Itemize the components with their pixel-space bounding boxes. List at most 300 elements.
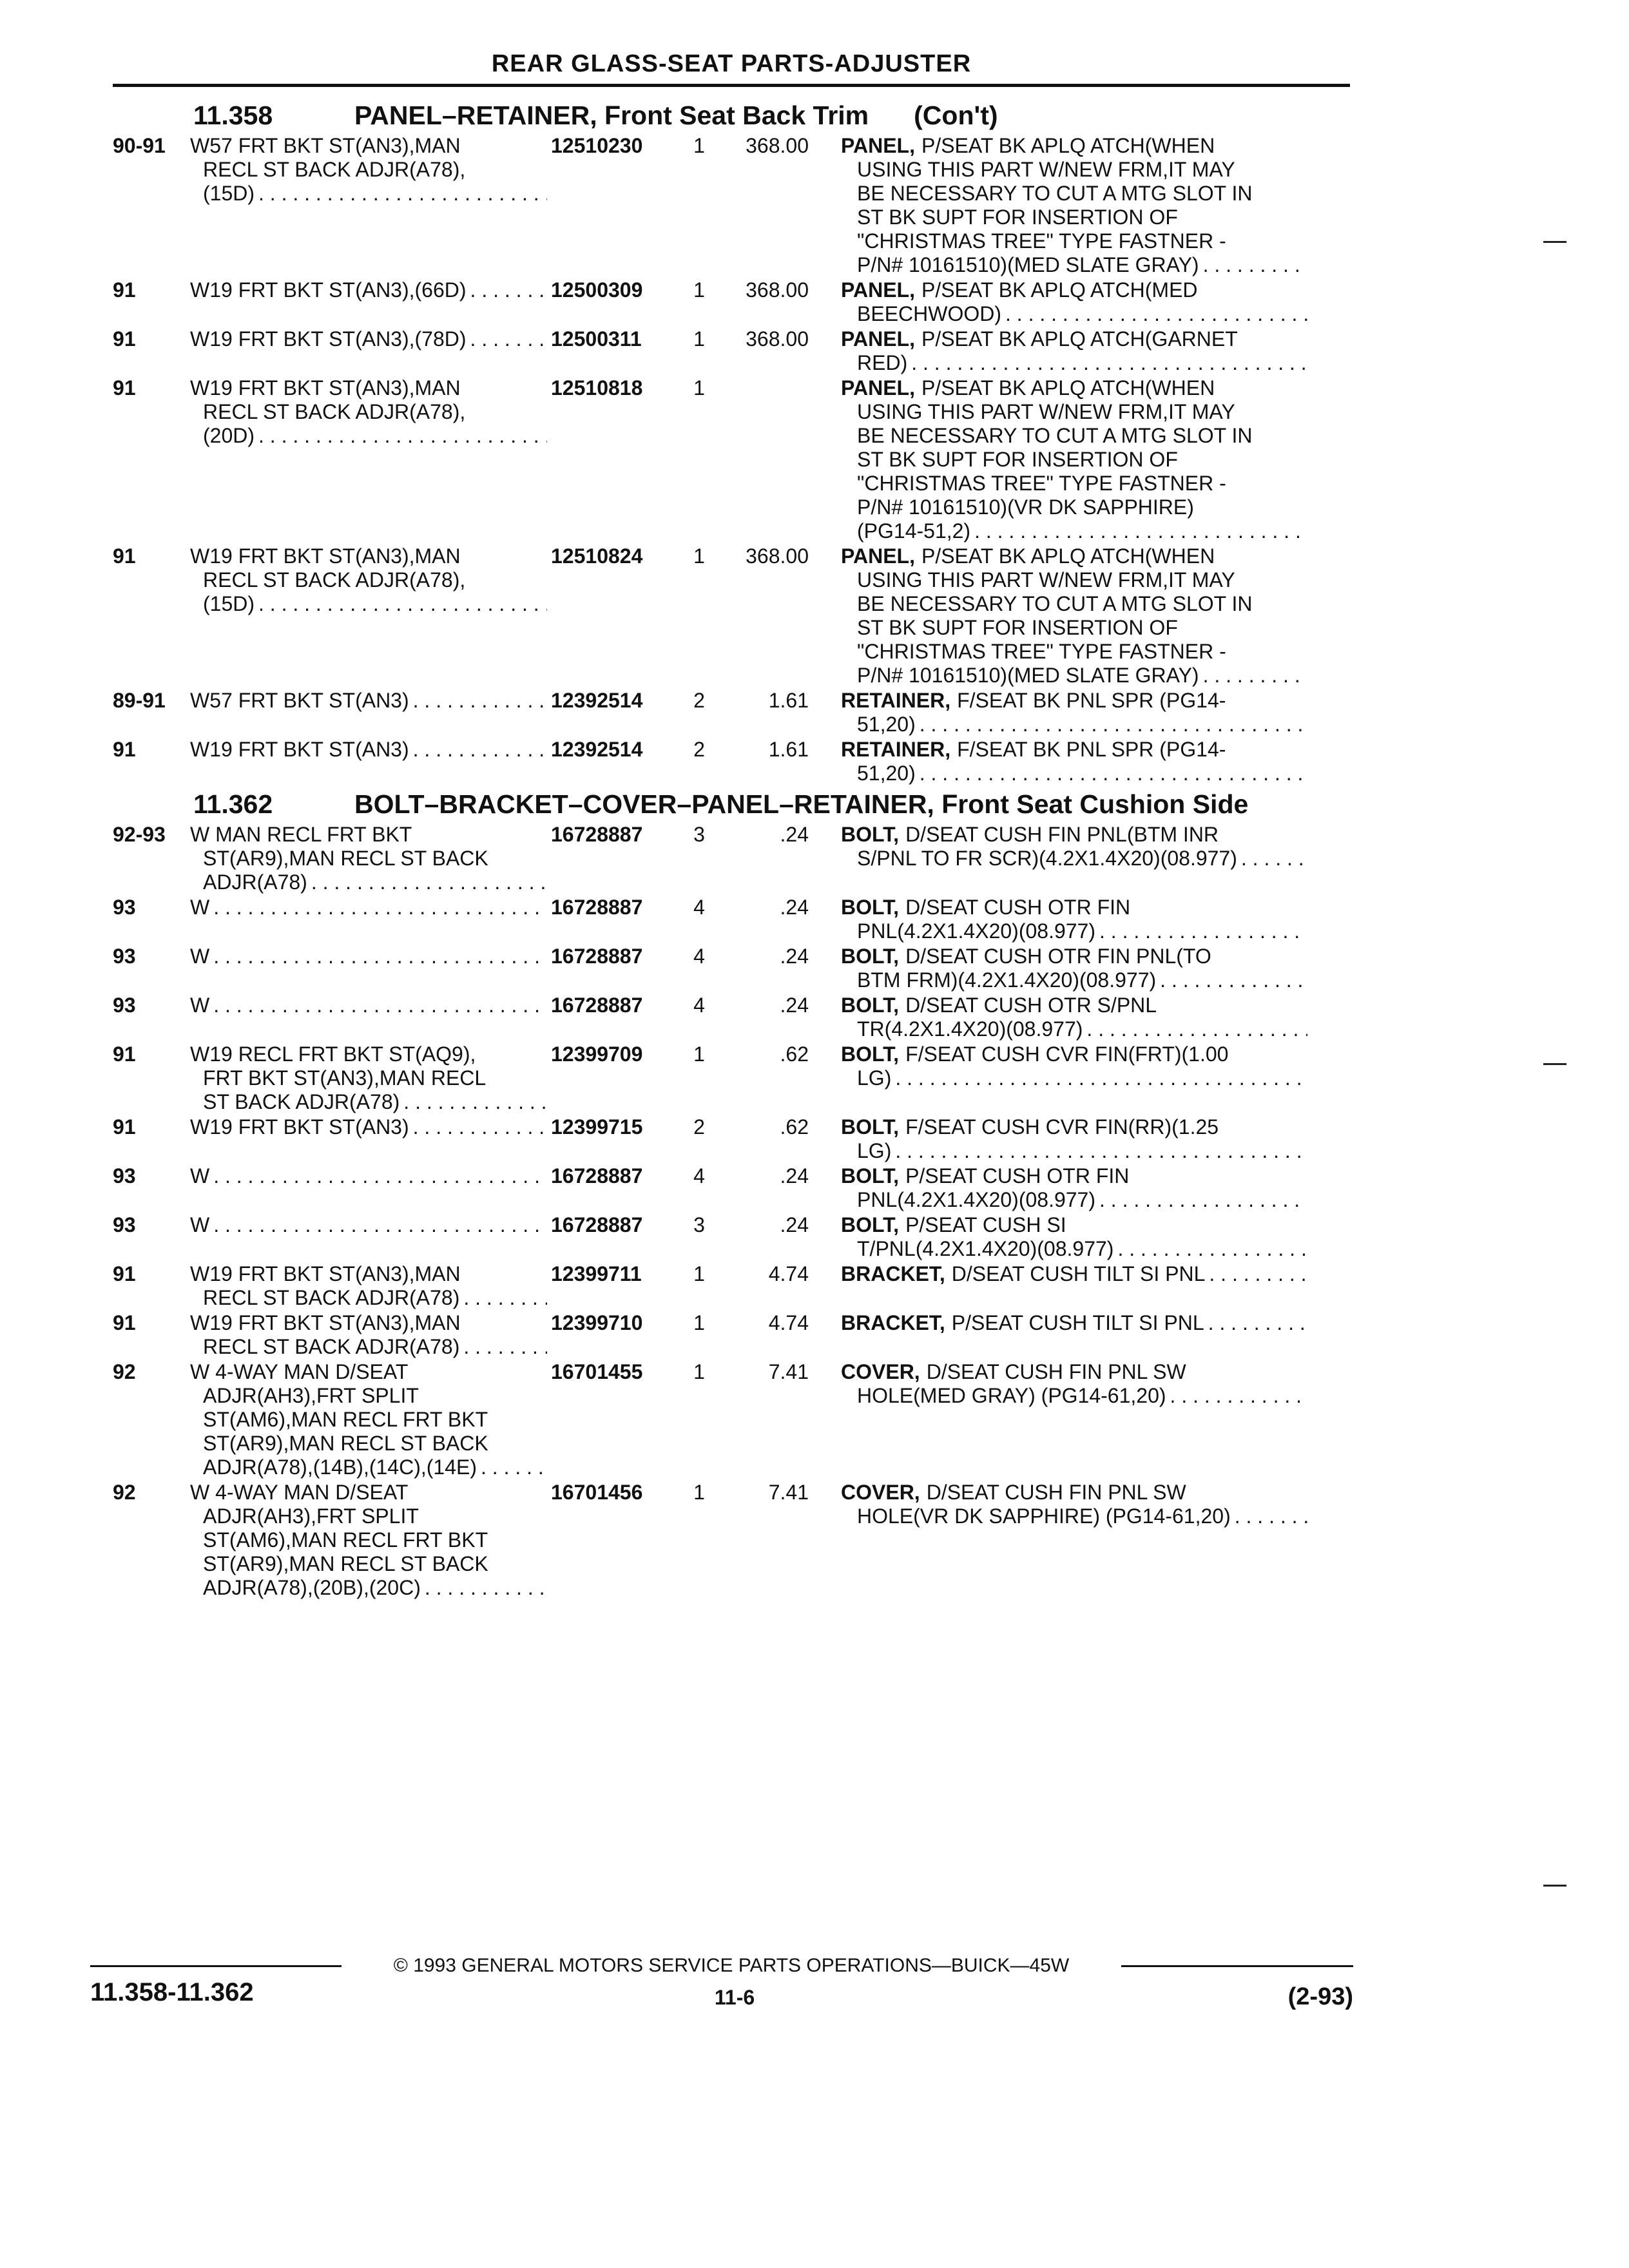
- usage-line: [190, 400, 551, 424]
- dot-leader: [481, 1456, 547, 1479]
- section-title: BOLT–BRACKET–COVER–PANEL–RETAINER, Front Seat Cushion Side: [354, 789, 1249, 819]
- price: .62: [780, 1043, 809, 1066]
- usage-cell: [190, 1115, 551, 1139]
- usage-line: [190, 1115, 551, 1139]
- usage-text: W19 FRT BKT ST(AN3),MAN: [190, 1311, 461, 1334]
- usage-line: [190, 870, 551, 894]
- usage-line: [190, 1213, 551, 1237]
- usage-cell: [190, 689, 551, 713]
- description-line: [841, 664, 1311, 687]
- description-text: F/SEAT CUSH CVR FIN(RR)(1.25: [905, 1115, 1219, 1139]
- usage-line: [190, 1311, 551, 1335]
- description-line: [841, 640, 1311, 664]
- dot-leader: [1235, 1504, 1307, 1528]
- description-cell: [841, 134, 1311, 277]
- model-year: 91: [113, 738, 136, 761]
- description-line: [841, 351, 1311, 375]
- model-year: 93: [113, 896, 136, 919]
- usage-text: W: [190, 1213, 210, 1236]
- description-text: D/SEAT CUSH FIN PNL SW: [926, 1360, 1186, 1383]
- dot-leader: [911, 351, 1307, 375]
- description-line: [841, 400, 1311, 424]
- description-text: P/SEAT BK APLQ ATCH(WHEN: [921, 134, 1215, 157]
- part-noun: RETAINER,: [841, 689, 951, 712]
- price: 1.61: [768, 738, 809, 761]
- part-number: 12500309: [551, 278, 643, 302]
- usage-text: ST BACK ADJR(A78): [203, 1090, 400, 1113]
- copyright-text: © 1993 GENERAL MOTORS SERVICE PARTS OPERATIONS—BUICK—45W: [393, 1955, 1070, 1976]
- description-line: [841, 1481, 1311, 1504]
- usage-line: [190, 823, 551, 847]
- parts-row: [113, 1115, 1350, 1163]
- dot-leader: [920, 713, 1307, 736]
- usage-text: W: [190, 896, 210, 919]
- section-title: PANEL–RETAINER, Front Seat Back Trim: [354, 101, 869, 130]
- usage-line: [190, 1456, 551, 1479]
- usage-text: W 4-WAY MAN D/SEAT: [190, 1360, 409, 1383]
- usage-text: ADJR(A78),(20B),(20C): [203, 1576, 421, 1599]
- model-year: 90-91: [113, 134, 166, 157]
- usage-line: [190, 1164, 551, 1188]
- spacer: [899, 994, 905, 1017]
- page-title: REAR GLASS-SEAT PARTS-ADJUSTER: [491, 50, 972, 77]
- model-year: 91: [113, 544, 136, 568]
- description-cell: [841, 1311, 1311, 1335]
- description-line: [841, 134, 1311, 158]
- description-text: HOLE(VR DK SAPPHIRE) (PG14-61,20): [857, 1504, 1231, 1528]
- parts-row: [113, 376, 1350, 543]
- price: .24: [780, 1164, 809, 1187]
- description-line: [841, 472, 1311, 495]
- usage-cell: [190, 1043, 551, 1114]
- description-text: BE NECESSARY TO CUT A MTG SLOT IN: [857, 424, 1253, 447]
- usage-text: ST(AM6),MAN RECL FRT BKT: [203, 1528, 488, 1552]
- part-number: 16728887: [551, 1213, 643, 1236]
- usage-line: [190, 568, 551, 592]
- quantity: 4: [693, 945, 705, 968]
- usage-cell: [190, 1164, 551, 1188]
- description-text: T/PNL(4.2X1.4X20)(08.977): [857, 1237, 1114, 1260]
- description-line: [841, 919, 1311, 943]
- spacer: [899, 1043, 905, 1066]
- usage-text: ST(AR9),MAN RECL ST BACK: [203, 1432, 488, 1455]
- part-number: 12399715: [551, 1115, 643, 1139]
- description-line: [841, 302, 1311, 326]
- usage-line: [190, 1576, 551, 1600]
- model-year: 93: [113, 1213, 136, 1236]
- usage-text: W19 FRT BKT ST(AN3): [190, 1115, 409, 1139]
- price: 1.61: [768, 689, 809, 712]
- description-text: P/N# 10161510)(MED SLATE GRAY): [857, 253, 1199, 276]
- part-noun: BOLT,: [841, 1043, 900, 1066]
- price: .24: [780, 945, 809, 968]
- description-text: ST BK SUPT FOR INSERTION OF: [857, 616, 1178, 639]
- dot-leader: [470, 327, 547, 351]
- description-text: (PG14-51,2): [857, 519, 971, 543]
- section-heading: [113, 789, 1350, 819]
- description-line: [841, 1213, 1311, 1237]
- usage-line: [190, 182, 551, 206]
- dot-leader: [1086, 1017, 1307, 1041]
- description-cell: [841, 544, 1311, 687]
- usage-text: (15D): [203, 182, 255, 205]
- usage-line: [190, 1552, 551, 1576]
- part-noun: PANEL,: [841, 376, 915, 399]
- part-number: 16728887: [551, 1164, 643, 1187]
- price: .24: [780, 823, 809, 846]
- description-text: ST BK SUPT FOR INSERTION OF: [857, 448, 1178, 471]
- margin-mark: [1543, 1063, 1566, 1065]
- description-line: [841, 1262, 1311, 1286]
- parts-row: [113, 544, 1350, 687]
- quantity: 1: [693, 327, 705, 351]
- usage-line: [190, 134, 551, 158]
- price: 368.00: [746, 327, 809, 351]
- description-cell: [841, 994, 1311, 1041]
- usage-text: W57 FRT BKT ST(AN3),MAN: [190, 134, 461, 157]
- part-noun: BOLT,: [841, 945, 900, 968]
- description-line: [841, 945, 1311, 968]
- usage-text: W: [190, 994, 210, 1017]
- parts-row: [113, 1481, 1350, 1600]
- usage-line: [190, 1360, 551, 1384]
- price: 368.00: [746, 278, 809, 302]
- usage-cell: [190, 1262, 551, 1310]
- usage-text: ADJR(A78): [203, 870, 307, 894]
- description-line: [841, 1237, 1311, 1261]
- description-text: P/SEAT BK APLQ ATCH(MED: [921, 278, 1198, 302]
- parts-row: [113, 1043, 1350, 1114]
- usage-line: [190, 424, 551, 448]
- usage-cell: [190, 544, 551, 616]
- parts-row: [113, 738, 1350, 785]
- section-number: 11.362: [193, 789, 273, 819]
- description-line: [841, 994, 1311, 1017]
- description-cell: [841, 1262, 1311, 1286]
- part-noun: BOLT,: [841, 1164, 900, 1187]
- usage-cell: [190, 1481, 551, 1600]
- price: 4.74: [768, 1311, 809, 1334]
- part-number: 16728887: [551, 823, 643, 846]
- usage-line: [190, 1504, 551, 1528]
- dot-leader: [1117, 1237, 1307, 1261]
- description-text: HOLE(MED GRAY) (PG14-61,20): [857, 1384, 1166, 1407]
- footer-rule-left: [90, 1965, 342, 1967]
- description-cell: [841, 823, 1311, 870]
- description-text: D/SEAT CUSH FIN PNL SW: [926, 1481, 1186, 1504]
- continued-label: (Con't): [914, 101, 998, 130]
- usage-text: W57 FRT BKT ST(AN3): [190, 689, 409, 712]
- page-number: 11-6: [714, 1986, 755, 2009]
- spacer: [899, 896, 905, 919]
- part-number: 16701455: [551, 1360, 643, 1383]
- usage-line: [190, 1043, 551, 1066]
- description-line: [841, 253, 1311, 277]
- dot-leader: [1203, 253, 1307, 277]
- quantity: 1: [693, 376, 705, 399]
- description-text: P/SEAT BK APLQ ATCH(WHEN: [921, 544, 1215, 568]
- part-noun: PANEL,: [841, 134, 915, 157]
- usage-line: [190, 847, 551, 870]
- parts-row: [113, 896, 1350, 943]
- usage-text: W19 FRT BKT ST(AN3),MAN: [190, 1262, 461, 1285]
- parts-row: [113, 1213, 1350, 1261]
- description-text: PNL(4.2X1.4X20)(08.977): [857, 919, 1095, 943]
- part-number: 12392514: [551, 738, 643, 761]
- part-number: 16728887: [551, 994, 643, 1017]
- dot-leader: [213, 1213, 547, 1237]
- dot-leader: [1208, 1311, 1307, 1335]
- usage-cell: [190, 134, 551, 206]
- description-cell: [841, 1360, 1311, 1408]
- part-noun: PANEL,: [841, 278, 915, 302]
- usage-line: [190, 1432, 551, 1456]
- part-noun: BRACKET,: [841, 1262, 945, 1285]
- usage-text: ST(AM6),MAN RECL FRT BKT: [203, 1408, 488, 1431]
- description-line: [841, 495, 1311, 519]
- spacer: [899, 1164, 905, 1188]
- dot-leader: [1241, 847, 1307, 870]
- description-text: USING THIS PART W/NEW FRM,IT MAY: [857, 158, 1235, 181]
- spacer: [915, 278, 921, 302]
- usage-line: [190, 592, 551, 616]
- description-line: [841, 689, 1311, 713]
- description-text: S/PNL TO FR SCR)(4.2X1.4X20)(08.977): [857, 847, 1237, 870]
- dot-leader: [1005, 302, 1307, 326]
- dot-leader: [213, 994, 547, 1017]
- price: 7.41: [768, 1360, 809, 1383]
- dot-leader: [1160, 968, 1307, 992]
- parts-row: [113, 134, 1350, 277]
- quantity: 1: [693, 134, 705, 157]
- usage-cell: [190, 1213, 551, 1237]
- description-text: D/SEAT CUSH OTR FIN PNL(TO: [905, 945, 1211, 968]
- description-cell: [841, 1043, 1311, 1090]
- part-noun: BOLT,: [841, 823, 900, 846]
- description-line: [841, 1188, 1311, 1212]
- revision-date: (2-93): [1287, 1983, 1353, 2010]
- part-number: 16728887: [551, 896, 643, 919]
- quantity: 1: [693, 1311, 705, 1334]
- dot-leader: [413, 738, 547, 762]
- dot-leader: [895, 1066, 1307, 1090]
- description-line: [841, 847, 1311, 870]
- usage-cell: [190, 278, 551, 302]
- description-text: F/SEAT CUSH CVR FIN(FRT)(1.00: [905, 1043, 1229, 1066]
- description-text: USING THIS PART W/NEW FRM,IT MAY: [857, 568, 1235, 591]
- model-year: 89-91: [113, 689, 166, 712]
- description-text: 51,20): [857, 762, 916, 785]
- usage-cell: [190, 994, 551, 1017]
- usage-cell: [190, 945, 551, 968]
- description-text: LG): [857, 1139, 892, 1162]
- part-number: 12392514: [551, 689, 643, 712]
- description-cell: [841, 738, 1311, 785]
- usage-line: [190, 1481, 551, 1504]
- usage-line: [190, 689, 551, 713]
- description-text: USING THIS PART W/NEW FRM,IT MAY: [857, 400, 1235, 423]
- quantity: 4: [693, 896, 705, 919]
- dot-leader: [1209, 1262, 1307, 1286]
- model-year: 91: [113, 1262, 136, 1285]
- dot-leader: [213, 1164, 547, 1188]
- part-noun: COVER,: [841, 1481, 920, 1504]
- model-year: 91: [113, 1311, 136, 1334]
- parts-catalog-body: [113, 97, 1350, 1601]
- usage-line: [190, 945, 551, 968]
- footer-rule-right: [1121, 1965, 1353, 1967]
- usage-line: [190, 376, 551, 400]
- spacer: [915, 327, 921, 351]
- part-number: 16701456: [551, 1481, 643, 1504]
- part-number: 12399711: [551, 1262, 642, 1285]
- description-line: [841, 568, 1311, 592]
- usage-text: RECL ST BACK ADJR(A78),: [203, 568, 466, 591]
- usage-line: [190, 1090, 551, 1114]
- dot-leader: [403, 1090, 547, 1114]
- dot-leader: [1203, 664, 1307, 687]
- description-text: P/SEAT BK APLQ ATCH(WHEN: [921, 376, 1215, 399]
- description-line: [841, 158, 1311, 182]
- description-text: P/SEAT CUSH SI: [905, 1213, 1066, 1236]
- part-number: 12510230: [551, 134, 643, 157]
- usage-line: [190, 1528, 551, 1552]
- usage-line: [190, 1066, 551, 1090]
- description-text: P/SEAT BK APLQ ATCH(GARNET: [921, 327, 1238, 351]
- dot-leader: [1170, 1384, 1307, 1408]
- description-line: [841, 1043, 1311, 1066]
- dot-leader: [258, 592, 547, 616]
- description-line: [841, 1139, 1311, 1163]
- margin-mark: [1543, 241, 1566, 243]
- quantity: 4: [693, 1164, 705, 1187]
- usage-line: [190, 738, 551, 762]
- section-range: 11.358-11.362: [90, 1978, 254, 2006]
- model-year: 92: [113, 1360, 136, 1383]
- part-noun: BOLT,: [841, 1115, 900, 1139]
- description-text: LG): [857, 1066, 892, 1090]
- spacer: [915, 544, 921, 568]
- parts-row: [113, 1164, 1350, 1212]
- quantity: 1: [693, 278, 705, 302]
- usage-line: [190, 896, 551, 919]
- part-number: 12500311: [551, 327, 642, 351]
- usage-line: [190, 327, 551, 351]
- dot-leader: [920, 762, 1307, 785]
- description-text: RED): [857, 351, 908, 374]
- usage-text: (20D): [203, 424, 255, 447]
- description-line: [841, 182, 1311, 206]
- spacer: [950, 738, 957, 762]
- description-line: [841, 1115, 1311, 1139]
- parts-row: [113, 278, 1350, 326]
- usage-text: RECL ST BACK ADJR(A78),: [203, 400, 466, 423]
- usage-line: [190, 278, 551, 302]
- spacer: [945, 1262, 952, 1286]
- model-year: 93: [113, 994, 136, 1017]
- description-line: [841, 1066, 1311, 1090]
- quantity: 3: [693, 823, 705, 846]
- dot-leader: [1099, 1188, 1307, 1212]
- description-line: [841, 713, 1311, 736]
- usage-line: [190, 1262, 551, 1286]
- usage-line: [190, 158, 551, 182]
- model-year: 91: [113, 278, 136, 302]
- quantity: 4: [693, 994, 705, 1017]
- description-line: [841, 424, 1311, 448]
- usage-line: [190, 994, 551, 1017]
- spacer: [899, 1115, 905, 1139]
- part-noun: COVER,: [841, 1360, 920, 1383]
- description-line: [841, 968, 1311, 992]
- description-line: [841, 1504, 1311, 1528]
- description-text: F/SEAT BK PNL SPR (PG14-: [957, 689, 1226, 712]
- description-line: [841, 1311, 1311, 1335]
- usage-text: W19 FRT BKT ST(AN3),(78D): [190, 327, 467, 351]
- description-text: BE NECESSARY TO CUT A MTG SLOT IN: [857, 182, 1253, 205]
- usage-line: [190, 1335, 551, 1359]
- model-year: 91: [113, 327, 136, 351]
- section-heading: [113, 101, 1350, 130]
- usage-text: W19 FRT BKT ST(AN3),MAN: [190, 544, 461, 568]
- part-noun: BOLT,: [841, 994, 900, 1017]
- description-line: [841, 327, 1311, 351]
- part-noun: BOLT,: [841, 1213, 900, 1236]
- description-line: [841, 544, 1311, 568]
- part-number: 12510824: [551, 544, 643, 568]
- quantity: 2: [693, 689, 705, 712]
- description-line: [841, 738, 1311, 762]
- price: .24: [780, 1213, 809, 1236]
- description-line: [841, 448, 1311, 472]
- quantity: 3: [693, 1213, 705, 1236]
- spacer: [945, 1311, 952, 1335]
- model-year: 93: [113, 1164, 136, 1187]
- model-year: 91: [113, 376, 136, 399]
- model-year: 91: [113, 1115, 136, 1139]
- dot-leader: [413, 689, 547, 713]
- part-noun: BOLT,: [841, 896, 900, 919]
- part-noun: PANEL,: [841, 327, 915, 351]
- usage-text: W MAN RECL FRT BKT: [190, 823, 412, 846]
- parts-row: [113, 994, 1350, 1041]
- price: .24: [780, 896, 809, 919]
- dot-leader: [213, 945, 547, 968]
- description-line: [841, 519, 1311, 543]
- quantity: 2: [693, 738, 705, 761]
- usage-cell: [190, 376, 551, 448]
- description-cell: [841, 689, 1311, 736]
- header-rule: [113, 84, 1350, 87]
- description-line: [841, 616, 1311, 640]
- usage-text: ST(AR9),MAN RECL ST BACK: [203, 847, 488, 870]
- quantity: 1: [693, 1043, 705, 1066]
- usage-line: [190, 1384, 551, 1408]
- dot-leader: [470, 278, 547, 302]
- usage-text: RECL ST BACK ADJR(A78): [203, 1335, 460, 1358]
- dot-leader: [1099, 919, 1307, 943]
- description-line: [841, 1360, 1311, 1384]
- description-line: [841, 1164, 1311, 1188]
- part-number: 12399710: [551, 1311, 643, 1334]
- usage-cell: [190, 738, 551, 762]
- section-number: 11.358: [193, 101, 273, 130]
- part-noun: BRACKET,: [841, 1311, 945, 1334]
- parts-row: [113, 945, 1350, 992]
- description-text: P/SEAT CUSH TILT SI PNL: [951, 1311, 1204, 1334]
- description-text: PNL(4.2X1.4X20)(08.977): [857, 1188, 1095, 1211]
- usage-text: (15D): [203, 592, 255, 615]
